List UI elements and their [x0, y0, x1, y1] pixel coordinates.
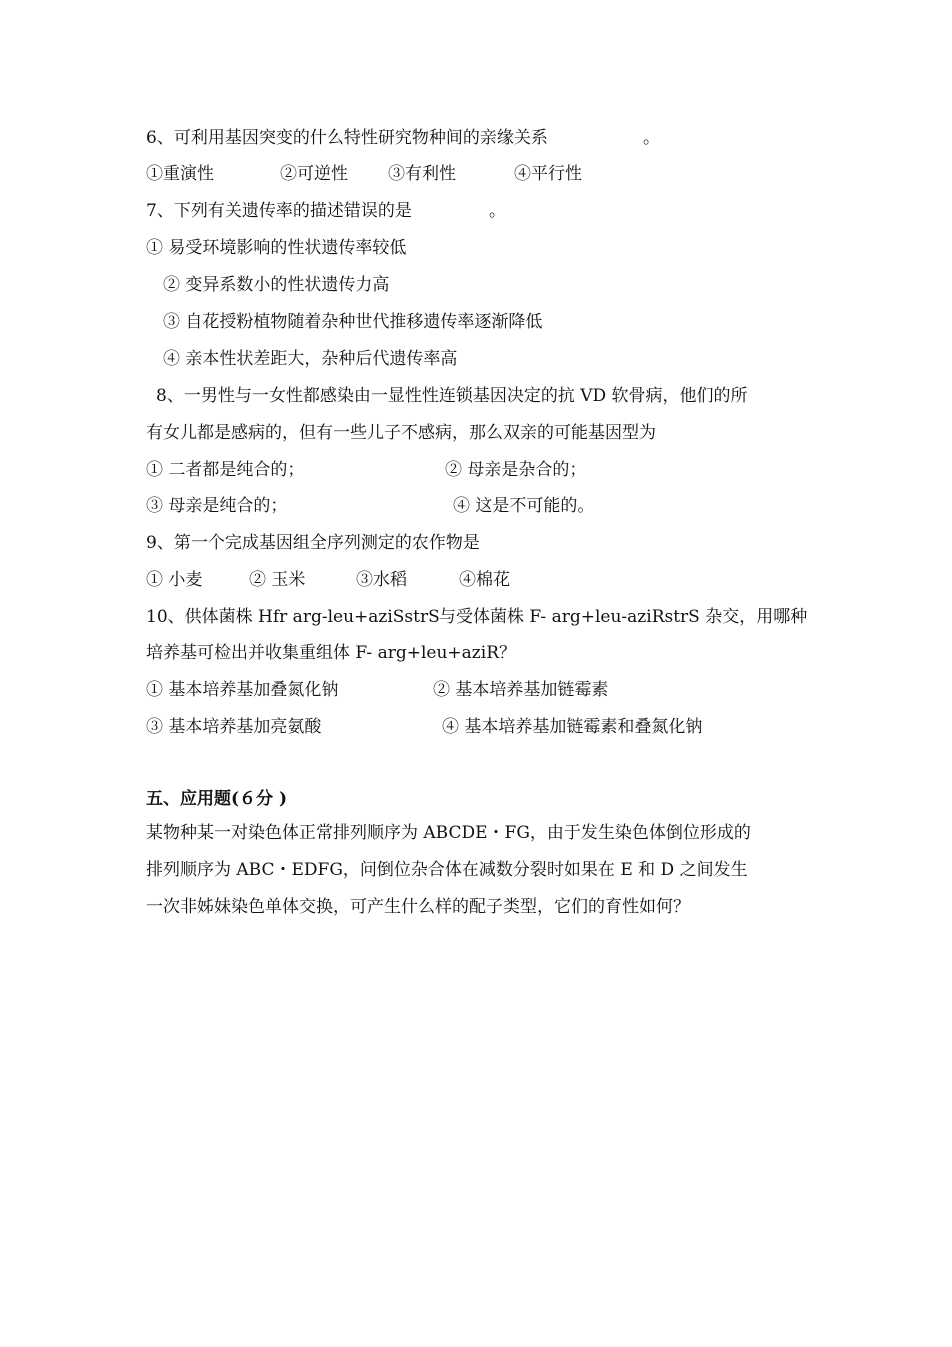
- q7-option-2: ② 变异系数小的性状遗传力高: [163, 275, 390, 295]
- q6-option-2: ②可逆性: [280, 164, 348, 184]
- q9-option-1: ① 小麦: [146, 570, 203, 590]
- q10-option-4: ④ 基本培养基加链霉素和叠氮化钠: [442, 717, 703, 737]
- section-5-body-line-1: 某物种某一对染色体正常排列顺序为 ABCDE・FG，由于发生染色体倒位形成的: [146, 823, 751, 843]
- section-5-body-line-2: 排列顺序为 ABC・EDFG，问倒位杂合体在减数分裂时如果在 E 和 D 之间发生: [146, 860, 748, 880]
- q10-option-3: ③ 基本培养基加亮氨酸: [146, 717, 322, 737]
- q9-stem: 9、第一个完成基因组全序列测定的农作物是: [146, 533, 480, 553]
- q10-option-1: ① 基本培养基加叠氮化钠: [146, 680, 339, 700]
- q8-option-4: ④ 这是不可能的。: [453, 496, 595, 516]
- q10-stem-part-a: 10、供体菌株 Hfr arg-leu+aziSstrS: [146, 607, 440, 627]
- q7-option-3: ③ 自花授粉植物随着杂种世代推移遗传率逐渐降低: [163, 312, 543, 332]
- q7-option-4: ④ 亲本性状差距大，杂种后代遗传率高: [163, 349, 458, 369]
- q9-option-3: ③水稻: [356, 570, 407, 590]
- section-5-heading: 五、应用题(６分 ): [146, 789, 288, 809]
- q6-option-4: ④平行性: [514, 164, 582, 184]
- q7-option-1: ① 易受环境影响的性状遗传率较低: [146, 238, 407, 258]
- q6-blank-end: 。: [643, 128, 660, 148]
- q6-option-1: ①重演性: [146, 164, 214, 184]
- q10-stem-line-2: 培养基可检出并收集重组体 F- arg+leu+aziR？: [146, 643, 516, 663]
- q7-stem: 7、下列有关遗传率的描述错误的是: [146, 201, 412, 221]
- q6-option-3: ③有利性: [388, 164, 456, 184]
- q8-option-3: ③ 母亲是纯合的；: [146, 496, 288, 516]
- q6-stem: 6、可利用基因突变的什么特性研究物种间的亲缘关系: [146, 128, 548, 148]
- q9-option-2: ② 玉米: [249, 570, 306, 590]
- q8-option-2: ② 母亲是杂合的；: [445, 460, 587, 480]
- q8-stem-line-2: 有女儿都是感病的，但有一些儿子不感病，那么双亲的可能基因型为: [146, 423, 656, 443]
- q9-option-4: ④棉花: [459, 570, 510, 590]
- section-5-body-line-3: 一次非姊妹染色单体交换，可产生什么样的配子类型，它们的育性如何？: [146, 897, 690, 917]
- q8-stem-line-1: 8、一男性与一女性都感染由一显性性连锁基因决定的抗 VD 软骨病，他们的所: [156, 386, 748, 406]
- q7-blank-end: 。: [489, 201, 506, 221]
- q10-stem-part-b: 与受体菌株 F- arg+leu-aziRstrS 杂交，用哪种: [439, 607, 808, 627]
- q10-option-2: ② 基本培养基加链霉素: [433, 680, 609, 700]
- q8-option-1: ① 二者都是纯合的；: [146, 460, 305, 480]
